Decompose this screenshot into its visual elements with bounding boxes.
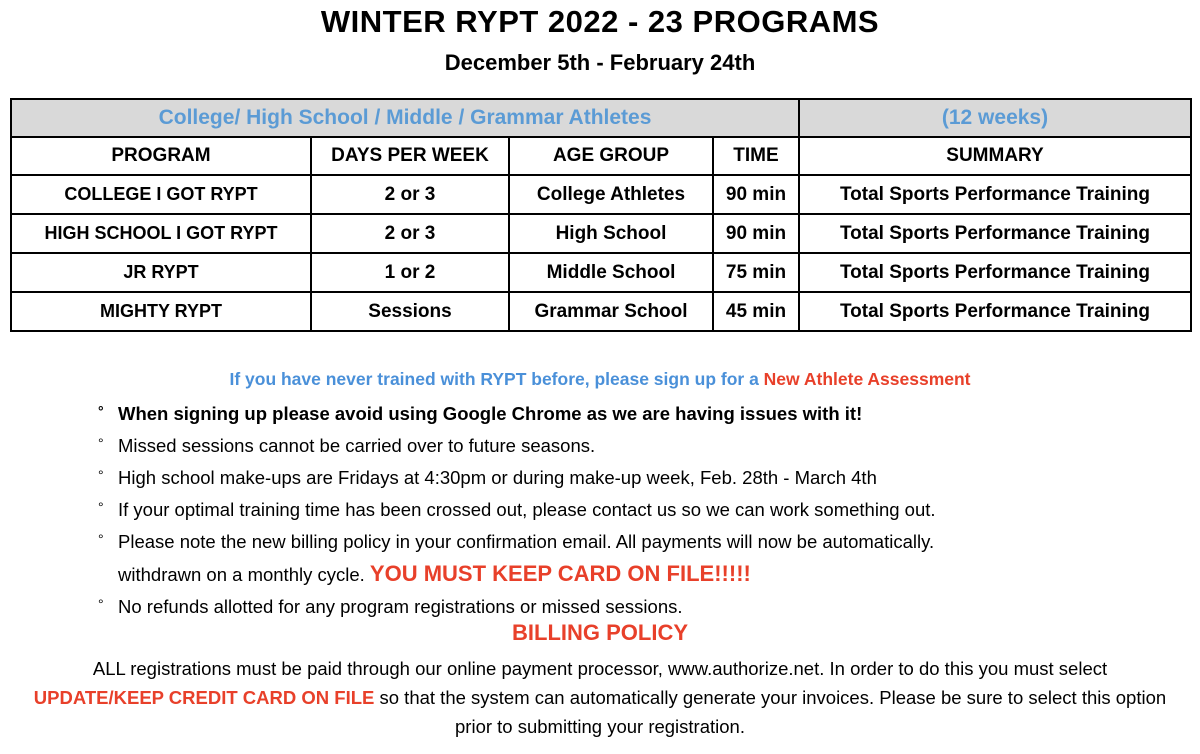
summary-cell: Total Sports Performance Training [799,175,1191,214]
bullet-icon: ° [98,467,104,483]
duration-banner: (12 weeks) [799,99,1191,137]
list-item [98,430,1158,462]
date-range: December 5th - February 24th [444,50,756,75]
card-on-file-warning: YOU MUST KEEP CARD ON FILE!!!!! [369,561,751,586]
table-banner-row [11,99,1191,137]
column-header: PROGRAM [11,137,311,175]
billing-note-continuation [118,558,1158,591]
program-cell: COLLEGE I GOT RYPT [11,175,311,214]
column-header: TIME [713,137,799,175]
table-row [11,214,1191,253]
table-row [11,253,1191,292]
age-group-cell: College Athletes [509,175,713,214]
days-cell: 2 or 3 [311,175,509,214]
days-cell: 1 or 2 [311,253,509,292]
assessment-notice [0,369,1200,390]
billing-text-part: ALL registrations must be paid through our online payment processor, www.authorize.net. In order to do this you must select [92,658,1108,679]
summary-cell: Total Sports Performance Training [799,214,1191,253]
table-row [11,292,1191,331]
billing-policy-heading: BILLING POLICY [512,620,688,645]
program-cell: MIGHTY RYPT [11,292,311,331]
athlete-groups-banner: College/ High School / Middle / Grammar Athletes [11,99,799,137]
time-cell: 90 min [713,175,799,214]
bullet-icon: ° [98,499,104,515]
summary-cell: Total Sports Performance Training [799,253,1191,292]
note-text: If your optimal training time has been crossed out, please contact us so we can work something out. [118,499,936,520]
bullet-icon: ° [98,531,104,547]
bullet-icon: ° [98,403,104,419]
column-header: SUMMARY [799,137,1191,175]
bullet-icon: ° [98,596,104,612]
time-cell: 90 min [713,214,799,253]
column-header: DAYS PER WEEK [311,137,509,175]
programs-table [10,98,1192,332]
note-text: Please note the new billing policy in your confirmation email. All payments will now be automatically. [118,531,935,552]
bullet-icon: ° [98,435,104,451]
program-cell: HIGH SCHOOL I GOT RYPT [11,214,311,253]
update-card-highlight: UPDATE/KEEP CREDIT CARD ON FILE [33,687,375,708]
list-item [98,591,1158,623]
list-item [98,398,1158,430]
page-title: WINTER RYPT 2022 - 23 PROGRAMS [320,4,880,39]
list-item [98,462,1158,494]
assessment-text: If you have never trained with RYPT before, please sign up for a [229,369,764,389]
age-group-cell: Grammar School [509,292,713,331]
billing-policy-text [26,654,1174,741]
note-text: withdrawn on a monthly cycle. [118,564,370,585]
new-athlete-assessment-link[interactable]: New Athlete Assessment [763,369,971,389]
column-header: AGE GROUP [509,137,713,175]
notes-list [98,398,1158,623]
days-cell: Sessions [311,292,509,331]
age-group-cell: Middle School [509,253,713,292]
time-cell: 75 min [713,253,799,292]
program-cell: JR RYPT [11,253,311,292]
note-text: When signing up please avoid using Google Chrome as we are having issues with it! [118,403,863,424]
billing-text-part: so that the system can automatically generate your invoices. Please be sure to select this option prior to submitting your registration. [374,687,1167,737]
list-item [98,526,1158,591]
note-text: No refunds allotted for any program registrations or missed sessions. [118,596,683,617]
days-cell: 2 or 3 [311,214,509,253]
note-text: High school make-ups are Fridays at 4:30pm or during make-up week, Feb. 28th - March 4th [118,467,877,488]
list-item [98,494,1158,526]
note-text: Missed sessions cannot be carried over to future seasons. [118,435,596,456]
table-header-row [11,137,1191,175]
time-cell: 45 min [713,292,799,331]
summary-cell: Total Sports Performance Training [799,292,1191,331]
age-group-cell: High School [509,214,713,253]
table-row [11,175,1191,214]
